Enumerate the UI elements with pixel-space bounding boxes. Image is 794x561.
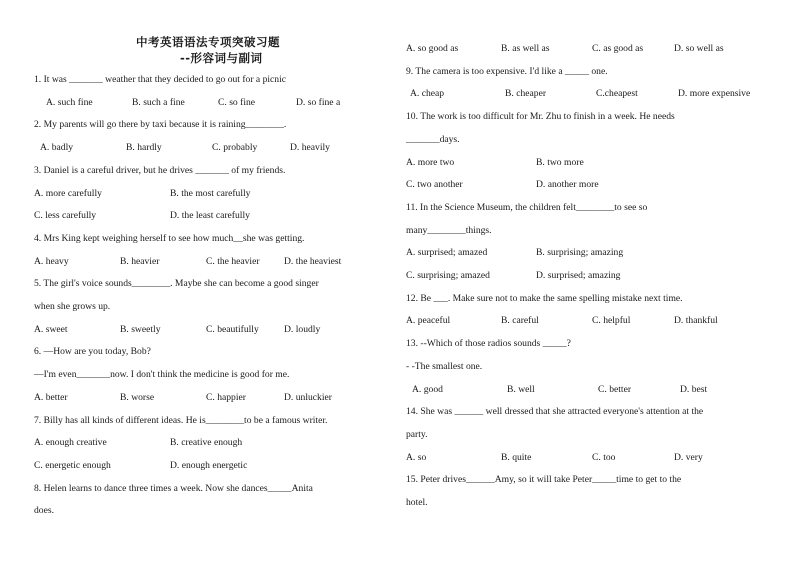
answer-option: C. two another — [406, 179, 463, 191]
answer-option: C. surprising; amazed — [406, 270, 490, 281]
question-line: hotel. — [406, 497, 428, 508]
answer-option: D. the least carefully — [170, 210, 250, 222]
question-line: 13. --Which of those radios sounds _____? — [406, 338, 571, 350]
answer-option: D. thankful — [674, 315, 718, 327]
question-line: many________things. — [406, 224, 492, 236]
page-title: 中考英语语法专项突破习题 — [136, 35, 280, 49]
answer-option: D. another more — [536, 179, 599, 191]
answer-option: A. so good as — [406, 43, 459, 54]
question-line: 8. Helen learns to dance three times a week. Now she dances_____Anita — [34, 482, 313, 494]
answer-option: A. enough creative — [34, 437, 107, 449]
answer-option: C. less carefully — [34, 210, 97, 222]
answer-option: C. better — [598, 383, 632, 395]
answer-option: B. cheaper — [505, 88, 547, 100]
question-line: 11. In the Science Museum, the children felt________to see so — [406, 201, 648, 213]
answer-option: A. such fine — [46, 96, 93, 108]
question-line: 7. Billy has all kinds of different ideas. He is________to be a famous writer. — [34, 414, 328, 426]
answer-option: B. creative enough — [170, 437, 243, 449]
answer-option: B. worse — [120, 391, 155, 403]
answer-option: B. hardly — [126, 142, 162, 154]
question-line: 4. Mrs King kept weighing herself to see how much__she was getting. — [34, 232, 305, 244]
answer-option: C. the heavier — [206, 255, 260, 267]
answer-option: D. enough energetic — [170, 459, 248, 471]
answer-option: C. probably — [212, 142, 258, 154]
question-line: - -The smallest one. — [406, 360, 483, 372]
answer-option: A. sweet — [34, 323, 68, 335]
answer-option: D. more expensive — [678, 88, 751, 100]
question-line: 3. Daniel is a careful driver, but he drives _______ of my friends. — [34, 164, 286, 176]
answer-option: B. quite — [501, 451, 532, 463]
answer-option: B. the most carefully — [170, 187, 251, 199]
answer-option: C. as good as — [592, 43, 644, 54]
question-line: 14. She was ______ well dressed that she attracted everyone's attention at the — [406, 406, 704, 418]
answer-option: A. cheap — [410, 88, 445, 100]
answer-option: C.cheapest — [596, 88, 638, 100]
answer-option: D. so well as — [674, 43, 724, 54]
question-line: 10. The work is too difficult for Mr. Zhu to finish in a week. He needs — [406, 111, 675, 123]
answer-option: A. peaceful — [406, 315, 451, 327]
answer-option: D. the heaviest — [284, 255, 342, 267]
answer-option: B. sweetly — [120, 323, 161, 335]
answer-option: D. unluckier — [284, 391, 332, 403]
answer-option: B. as well as — [501, 43, 550, 54]
answer-option: D. so fine a — [296, 96, 341, 108]
question-line: 6. —How are you today, Bob? — [34, 346, 151, 358]
question-line: 15. Peter drives______Amy, so it will take Peter_____time to get to the — [406, 474, 682, 486]
question-line: 9. The camera is too expensive. I'd like a _____ one. — [406, 65, 608, 77]
answer-option: C. beautifully — [206, 323, 259, 335]
question-line: 1. It was _______ weather that they decided to go out for a picnic — [34, 74, 287, 85]
answer-option: D. very — [674, 451, 703, 463]
question-line: 2. My parents will go there by taxi because it is raining________. — [34, 119, 287, 131]
answer-option: A. better — [34, 391, 68, 403]
answer-option: D. best — [680, 383, 708, 395]
answer-option: A. heavy — [34, 255, 69, 267]
question-line: —I'm even_______now. I don't think the medicine is good for me. — [34, 369, 290, 381]
question-line: party. — [406, 428, 428, 440]
answer-option: A. surprised; amazed — [406, 247, 488, 259]
answer-option: A. more carefully — [34, 187, 102, 199]
question-line: _______days. — [406, 133, 460, 145]
answer-option: C. energetic enough — [34, 459, 111, 471]
question-line: when she grows up. — [34, 301, 111, 312]
page-subtitle: --形容词与副词 — [180, 51, 263, 65]
answer-option: D. heavily — [290, 142, 330, 154]
answer-option: B. such a fine — [132, 96, 185, 108]
answer-option: D. surprised; amazing — [536, 270, 621, 281]
answer-option: B. well — [507, 383, 535, 395]
answer-option: C. helpful — [592, 315, 631, 327]
answer-option: B. surprising; amazing — [536, 247, 624, 259]
answer-option: A. good — [412, 383, 443, 395]
answer-option: B. heavier — [120, 255, 160, 267]
answer-option: C. happier — [206, 391, 246, 403]
question-line: 12. Be ___. Make sure not to make the same spelling mistake next time. — [406, 292, 683, 304]
answer-option: A. so — [406, 451, 427, 463]
question-line: 5. The girl's voice sounds________. Maybe she can become a good singer — [34, 278, 319, 290]
answer-option: B. two more — [536, 156, 584, 168]
answer-option: C. so fine — [218, 96, 256, 108]
answer-option: B. careful — [501, 315, 539, 327]
answer-option: A. more two — [406, 156, 455, 168]
answer-option: A. badly — [40, 142, 74, 154]
answer-option: D. loudly — [284, 323, 321, 335]
question-line: does. — [34, 505, 54, 517]
answer-option: C. too — [592, 451, 616, 463]
